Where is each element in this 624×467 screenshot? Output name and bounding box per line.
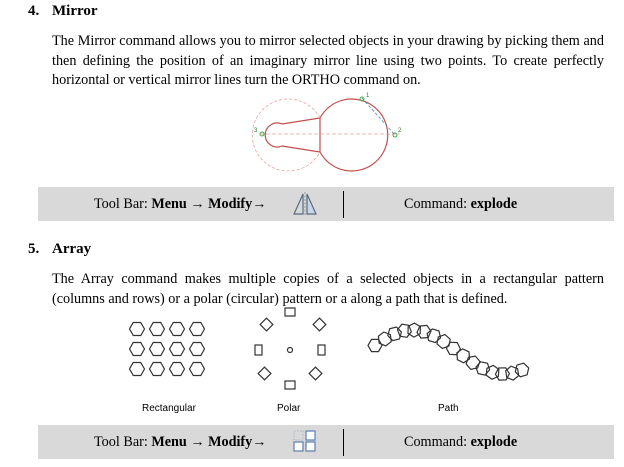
hexagon-shape (170, 363, 185, 376)
hexagon-shape (130, 323, 145, 336)
section-number: 5. (28, 241, 40, 257)
figure-label-path: Path (438, 403, 459, 414)
toolbar-path (94, 434, 266, 451)
hexagon-shape (170, 323, 185, 336)
command-name: explode (470, 434, 518, 450)
section-title: Mirror (52, 3, 98, 19)
figure-label-rectangular: Rectangular (142, 403, 196, 414)
section-heading-mirror (28, 3, 98, 20)
hexagon-shape (150, 363, 165, 376)
toolbar-prefix: Tool Bar: (94, 434, 152, 450)
command-prefix: Command: (404, 434, 471, 450)
toolbar-arrow: → (252, 434, 267, 450)
command-text (404, 434, 517, 451)
toolbar-modify: Modify (208, 434, 253, 450)
hexagon-shape (190, 363, 205, 376)
command-prefix: Command: (404, 196, 471, 212)
hexagon-shape (378, 332, 391, 346)
mirror-figure (250, 90, 410, 180)
section-paragraph-mirror: The Mirror command allows you to mirror selected objects in your drawing by picking them and then defining the position of an imaginary mirror line using two points. To create perfectly horizontal or vertical mirror lines turn the ORTHO command on. (52, 33, 604, 88)
point-label-2: 2 (398, 128, 402, 134)
hexagon-shape (466, 356, 480, 369)
array-icon[interactable] (292, 429, 318, 455)
section-title: Array (52, 241, 92, 257)
section-paragraph-array: The Array command makes multiple copies of a selected objects in a rectangular pattern (columns and rows) or a polar (circular) pattern or a along a path that is defined. (52, 271, 604, 307)
path-array-figure (365, 320, 535, 385)
figure-label-polar: Polar (277, 403, 301, 414)
hexagon-shape (170, 343, 185, 356)
toolbar-prefix: Tool Bar: (94, 196, 152, 212)
toolbar-arrow: → (252, 196, 267, 212)
toolbar-modify: Modify (208, 196, 253, 212)
toolbar-arrow: → (186, 196, 209, 212)
toolbar-menu: Menu (151, 434, 187, 450)
hexagon-shape (368, 339, 382, 351)
hexagon-shape (446, 342, 460, 355)
rectangular-array-figure (125, 318, 215, 383)
section-number: 4. (28, 3, 40, 19)
point-label-3: 3 (254, 128, 258, 134)
hexagon-shape (150, 323, 165, 336)
toolbar-row-mirror (38, 187, 614, 221)
toolbar-menu: Menu (151, 196, 187, 212)
command-name: explode (470, 196, 518, 212)
toolbar-row-array (38, 425, 614, 459)
hexagon-shape (130, 343, 145, 356)
hexagon-shape (190, 323, 205, 336)
hexagon-shape (150, 343, 165, 356)
polar-array-figure (245, 305, 335, 395)
command-text (404, 196, 517, 213)
hexagon-shape (130, 363, 145, 376)
hexagon-shape (190, 343, 205, 356)
toolbar-divider (343, 191, 344, 218)
toolbar-divider (343, 429, 344, 456)
mirror-icon[interactable] (292, 191, 318, 217)
section-heading-array (28, 241, 91, 258)
point-label-1: 1 (366, 93, 370, 99)
toolbar-path (94, 196, 266, 213)
toolbar-arrow: → (186, 434, 209, 450)
